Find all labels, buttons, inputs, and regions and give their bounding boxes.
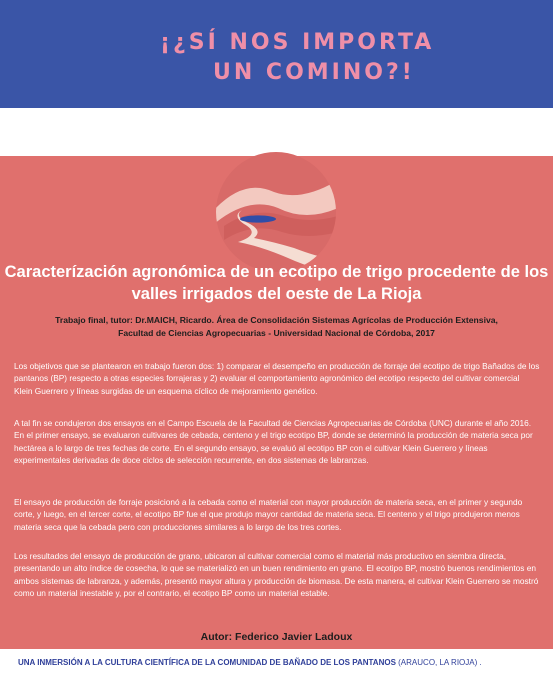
author-line: Autor: Federico Javier Ladoux <box>200 631 353 643</box>
paragraph-objectives: Los objetivos que se plantearon en trabajo fueron dos: 1) comparar el desempeño en producción de forraje del ecotipo de trigo Bañados de los pantanos (BP) respecto a otras especies forrajeras y 2) evaluar el comportamiento agronómico del ecotipo respecto del cultivar comercial Klein Guerrero y líneas surgidas de un esquema cíclico de mejoramiento genético. <box>14 361 540 396</box>
paragraph-forage-results: El ensayo de producción de forraje posicionó a la cebada como el material con mayor producción de materia seca, en el primer y segundo corte, y luego, en el tercer corte, el ecotipo BP fue el que produjo mayor cantidad de materia seca. El centeno y el trigo produjeron menos materia seca que la cebada pero con producciones similares a lo largo de los tres cortes. <box>14 497 523 532</box>
footer-text-normal: (ARAUCO, LA RIOJA) . <box>395 658 482 667</box>
paragraph-methods: A tal fin se condujeron dos ensayos en el Campo Escuela de la Facultad de Ciencias Agropecuarias de Córdoba (UNC) durante el año 2016. En el primer ensayo, se evaluaron cultivares de cebada, centeno y el trigo ecotipo BP, donde se determinó la producción de materia seca por hectárea a lo largo de tres fechas de corte. En el segundo ensayo, se evaluó al ecotipo BP con el cultivar Klein Guerrero y líneas experimentales derivadas de doce ciclos de selección recurrente, en dos sistemas de labranzas. <box>14 418 533 466</box>
footer <box>18 658 482 667</box>
credits-line1: Trabajo final, tutor: Dr.MAICH, Ricardo. Área de Consolidación Sistemas Agrícolas de Producción Extensiva, <box>55 315 498 325</box>
header-title-line2: UN COMINO?! <box>213 60 415 85</box>
river-landscape-logo-icon <box>214 150 338 274</box>
credits <box>0 314 553 340</box>
document-title: Caracterízación agronómica de un ecotipo de trigo procedente de los valles irrigados del oeste de La Rioja <box>4 263 549 303</box>
footer-text-bold: UNA INMERSIÓN A LA CULTURA CIENTÍFICA DE LA COMUNIDAD DE BAÑADO DE LOS PANTANOS <box>18 658 396 667</box>
header-title-line1: ¡¿SÍ NOS IMPORTA <box>160 30 435 55</box>
header-banner <box>0 0 553 108</box>
credits-line2: Facultad de Ciencias Agropecuarias - Universidad Nacional de Córdoba, 2017 <box>118 328 435 338</box>
paragraph-grain-results: Los resultados del ensayo de producción de grano, ubicaron al cultivar comercial como el material más productivo en siembra directa, presentando un alto índice de cosecha, lo que se materializó en un buen rendimiento en grano. El ecotipo BP, mostró buenos rendimientos en ambos sistemas de labranza, y además, presentó mayor altura y producción de biomasa. De esta manera, el cultivar Klein Guerrero se mostró como un material inestable y, por el contrario, el ecotipo BP como un material estable. <box>14 551 539 599</box>
